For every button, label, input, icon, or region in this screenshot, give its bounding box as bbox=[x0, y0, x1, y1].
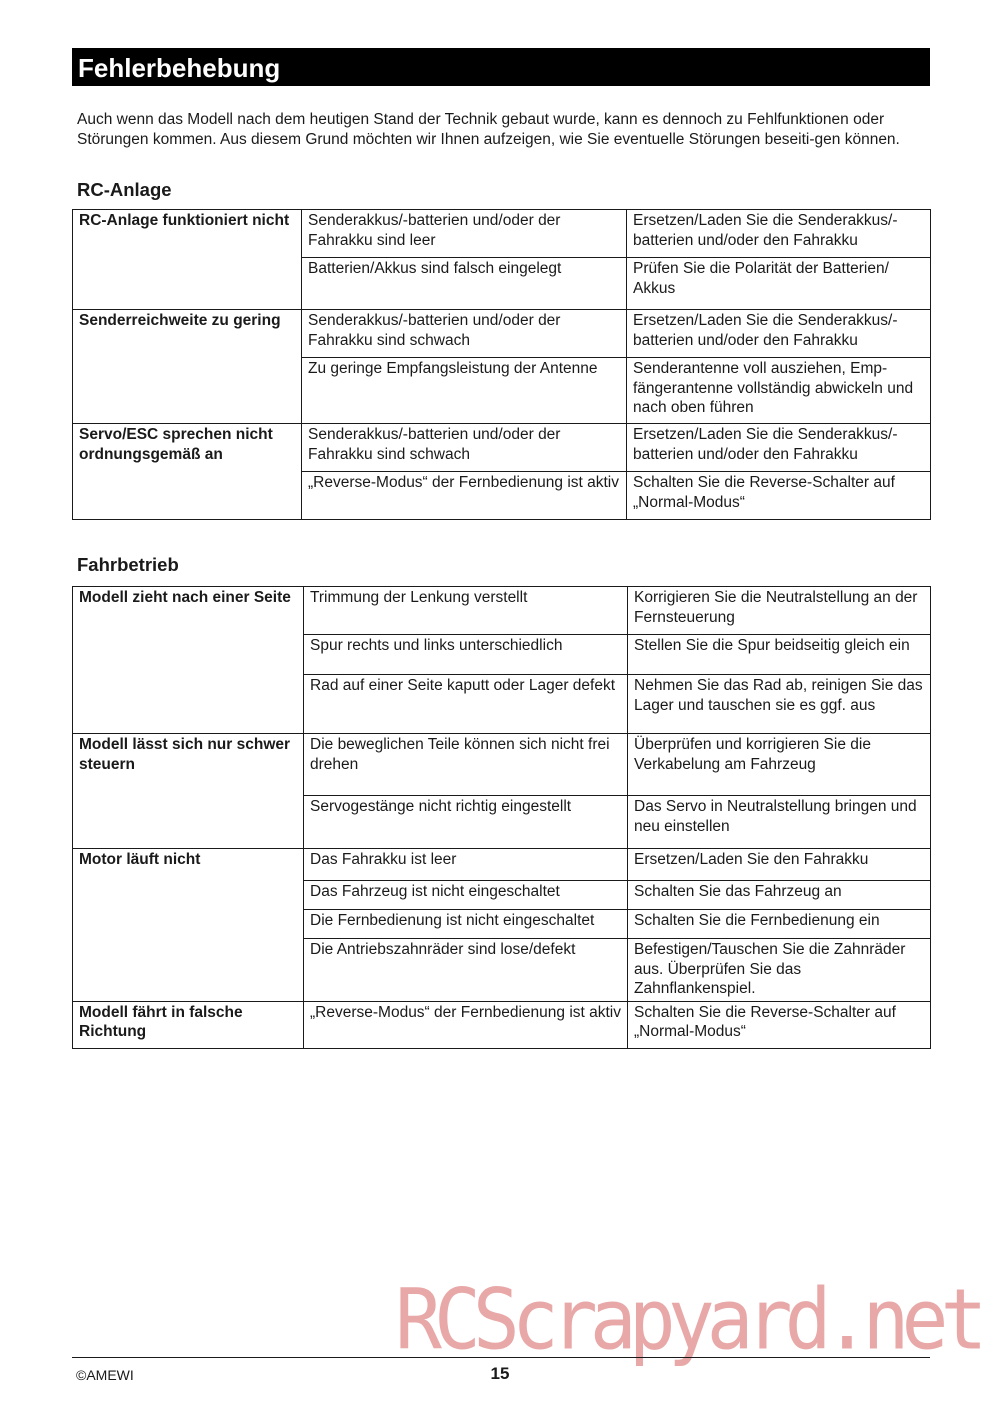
solution-cell: Überprüfen und korrigieren Sie die Verkabelung am Fahrzeug bbox=[628, 734, 931, 796]
cause-cell: Senderakkus/-batterien und/oder der Fahrakku sind schwach bbox=[302, 310, 627, 358]
solution-cell: Das Servo in Neutralstellung bringen und neu einstellen bbox=[628, 796, 931, 849]
solution-cell: Senderantenne voll ausziehen, Emp-fängerantenne vollständig abwickeln und nach oben führen bbox=[627, 358, 931, 424]
watermark: RCScrapyard.net bbox=[395, 1272, 980, 1370]
section-heading-rc-anlage: RC-Anlage bbox=[77, 179, 172, 200]
solution-cell: Ersetzen/Laden Sie den Fahrakku bbox=[628, 849, 931, 881]
solution-cell: Schalten Sie die Reverse-Schalter auf „Normal-Modus“ bbox=[628, 1001, 931, 1048]
solution-cell: Schalten Sie die Fernbedienung ein bbox=[628, 910, 931, 939]
cause-cell: Das Fahrzeug ist nicht eingeschaltet bbox=[304, 881, 628, 910]
table-row bbox=[73, 310, 931, 358]
cause-cell: Die Fernbedienung ist nicht eingeschaltet bbox=[304, 910, 628, 939]
problem-cell: Modell lässt sich nur schwer steuern bbox=[73, 734, 304, 849]
table-row bbox=[73, 424, 931, 472]
problem-cell: Senderreichweite zu gering bbox=[73, 310, 302, 424]
page-number: 15 bbox=[490, 1364, 510, 1383]
solution-cell: Ersetzen/Laden Sie die Senderakkus/-batterien und/oder den Fahrakku bbox=[627, 424, 931, 472]
problem-cell: Modell fährt in falsche Richtung bbox=[73, 1001, 304, 1048]
problem-cell: Servo/ESC sprechen nicht ordnungsgemäß an bbox=[73, 424, 302, 520]
solution-cell: Korrigieren Sie die Neutralstellung an der Fernsteuerung bbox=[628, 587, 931, 635]
footer-divider bbox=[72, 1357, 930, 1358]
cause-cell: Das Fahrakku ist leer bbox=[304, 849, 628, 881]
solution-cell: Schalten Sie das Fahrzeug an bbox=[628, 881, 931, 910]
cause-cell: Batterien/Akkus sind falsch eingelegt bbox=[302, 258, 627, 310]
cause-cell: Die beweglichen Teile können sich nicht frei drehen bbox=[304, 734, 628, 796]
troubleshooting-table-rc-anlage bbox=[72, 209, 931, 520]
solution-cell: Stellen Sie die Spur beidseitig gleich ein bbox=[628, 635, 931, 675]
cause-cell: „Reverse-Modus“ der Fernbedienung ist aktiv bbox=[304, 1001, 628, 1048]
footer-copyright: ©AMEWI bbox=[76, 1367, 134, 1383]
solution-cell: Befestigen/Tauschen Sie die Zahnräder aus. Überprüfen Sie das Zahnflankenspiel. bbox=[628, 939, 931, 1002]
problem-cell: RC-Anlage funktioniert nicht bbox=[73, 210, 302, 310]
table-row bbox=[73, 734, 931, 796]
solution-cell: Ersetzen/Laden Sie die Senderakkus/-batterien und/oder den Fahrakku bbox=[627, 210, 931, 258]
solution-cell: Schalten Sie die Reverse-Schalter auf „Normal-Modus“ bbox=[627, 472, 931, 520]
solution-cell: Prüfen Sie die Polarität der Batterien/ Akkus bbox=[627, 258, 931, 310]
problem-cell: Modell zieht nach einer Seite bbox=[73, 587, 304, 734]
table-row bbox=[73, 210, 931, 258]
intro-paragraph: Auch wenn das Modell nach dem heutigen Stand der Technik gebaut wurde, kann es dennoch zu Fehlfunktionen oder Störungen kommen. Aus diesem Grund möchten wir Ihnen aufzeigen, wie Sie eventuelle Störungen beseiti-gen können. bbox=[77, 111, 900, 148]
solution-cell: Nehmen Sie das Rad ab, reinigen Sie das Lager und tauschen sie es ggf. aus bbox=[628, 675, 931, 734]
cause-cell: Senderakkus/-batterien und/oder der Fahrakku sind schwach bbox=[302, 424, 627, 472]
cause-cell: Trimmung der Lenkung verstellt bbox=[304, 587, 628, 635]
cause-cell: Spur rechts und links unterschiedlich bbox=[304, 635, 628, 675]
page-title: Fehlerbehebung bbox=[72, 48, 930, 86]
cause-cell: Zu geringe Empfangsleistung der Antenne bbox=[302, 358, 627, 424]
troubleshooting-table-fahrbetrieb bbox=[72, 586, 931, 1049]
table-row bbox=[73, 849, 931, 881]
section-heading-fahrbetrieb: Fahrbetrieb bbox=[77, 554, 179, 575]
table-row bbox=[73, 587, 931, 635]
cause-cell: Die Antriebszahnräder sind lose/defekt bbox=[304, 939, 628, 1002]
cause-cell: Senderakkus/-batterien und/oder der Fahrakku sind leer bbox=[302, 210, 627, 258]
solution-cell: Ersetzen/Laden Sie die Senderakkus/-batterien und/oder den Fahrakku bbox=[627, 310, 931, 358]
cause-cell: „Reverse-Modus“ der Fernbedienung ist aktiv bbox=[302, 472, 627, 520]
cause-cell: Rad auf einer Seite kaputt oder Lager defekt bbox=[304, 675, 628, 734]
problem-cell: Motor läuft nicht bbox=[73, 849, 304, 1002]
table-row bbox=[73, 1001, 931, 1048]
cause-cell: Servogestänge nicht richtig eingestellt bbox=[304, 796, 628, 849]
